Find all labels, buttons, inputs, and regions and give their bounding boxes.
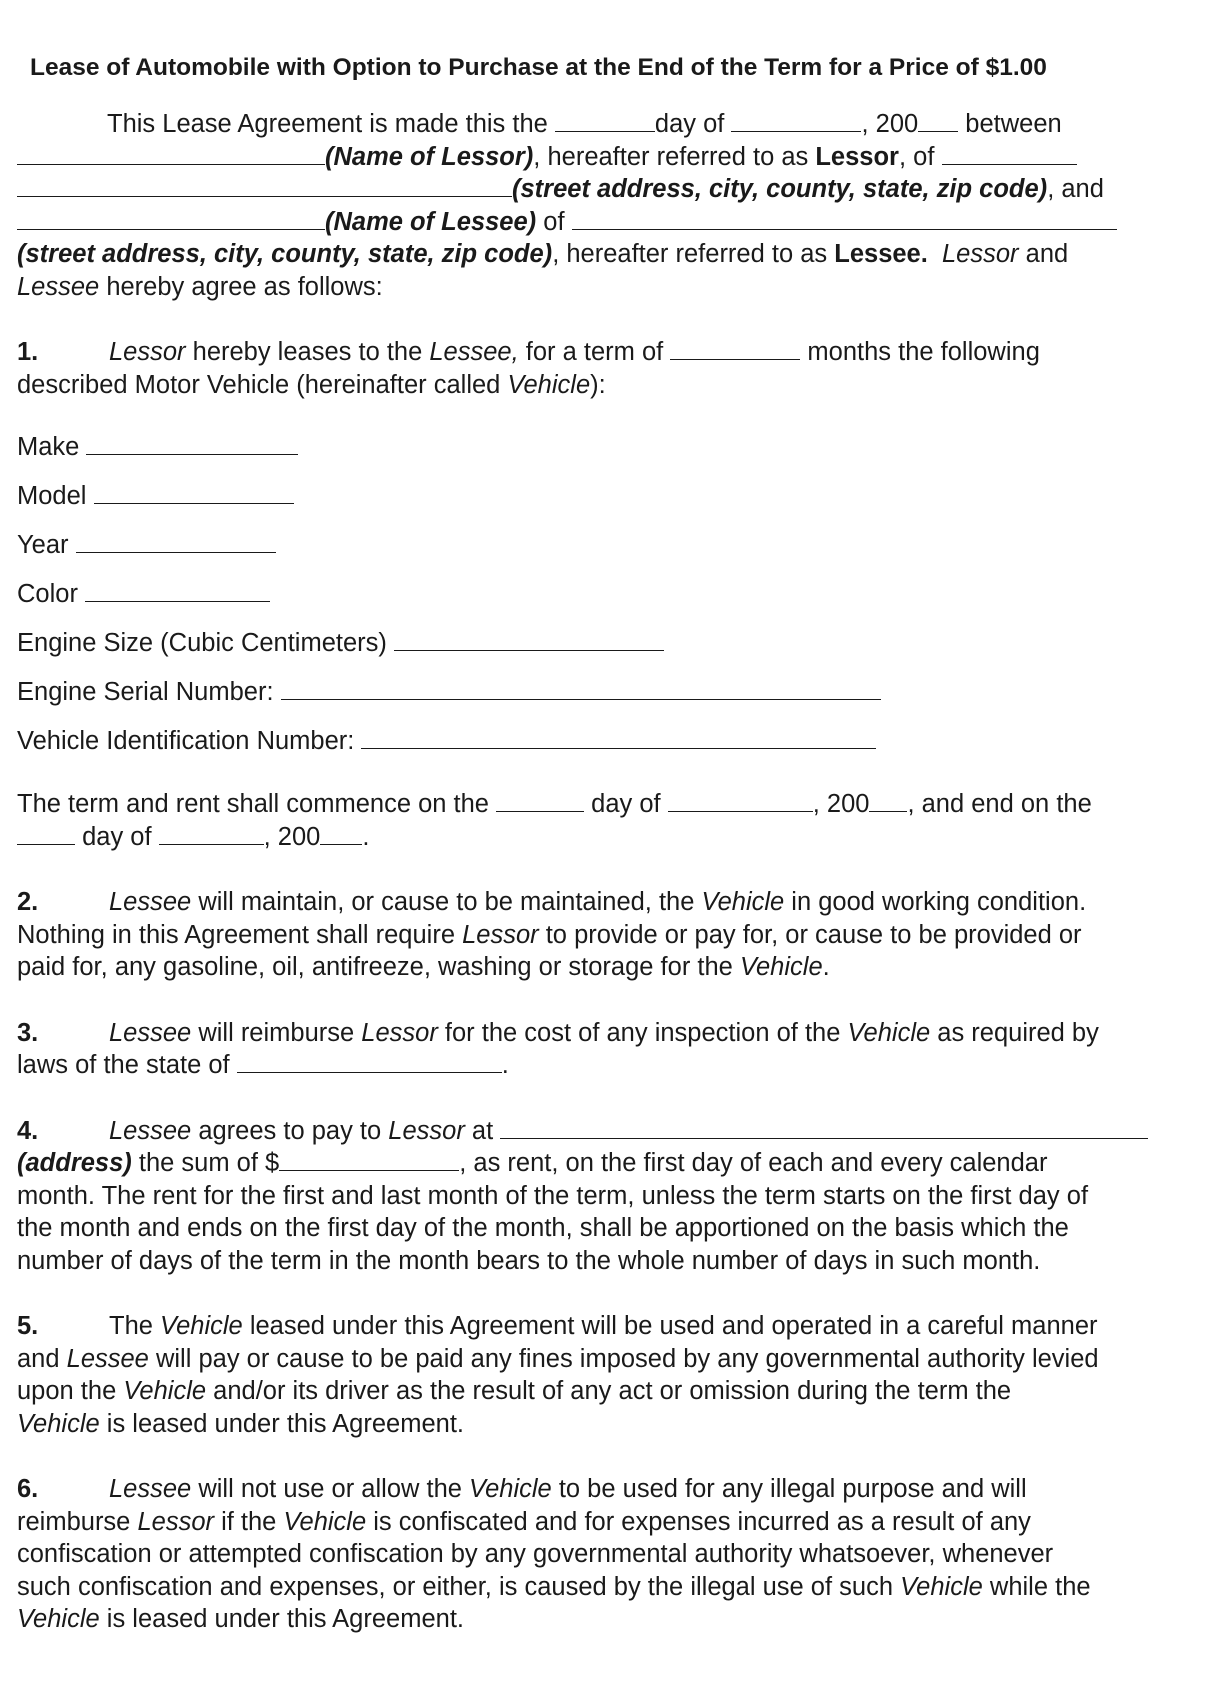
field-vin: Vehicle Identification Number: <box>17 725 1196 774</box>
term-paragraph: The term and rent shall commence on the day of , 200 , and end on the day of , 200 . <box>17 790 1092 851</box>
section-1: 1. Lessor hereby leases to the Lessee, for a term of months the following described Motor Vehicle (hereinafter called Vehicle): <box>17 338 1040 399</box>
section-number: 1. <box>17 338 39 366</box>
blank-end-year[interactable] <box>320 822 362 845</box>
section-number: 6. <box>17 1475 39 1503</box>
color-input[interactable] <box>85 579 270 602</box>
intro-line-1: This Lease Agreement is made this the day of , 200 between <box>107 110 1062 138</box>
blank-lessor-name[interactable] <box>17 142 325 165</box>
blank-lessor-address-1[interactable] <box>942 142 1077 165</box>
blank-start-month[interactable] <box>668 789 813 812</box>
section-number: 2. <box>17 888 39 916</box>
blank-state[interactable] <box>237 1050 502 1073</box>
intro-line-4: (Name of Lessee) of <box>17 206 1196 239</box>
blank-rent-amount[interactable] <box>279 1148 459 1171</box>
make-input[interactable] <box>86 432 298 455</box>
section-5: 5. The Vehicle leased under this Agreement will be used and operated in a careful manner and Lessee will pay or cause to be paid any fines imposed by any governmental authority levied upon the Vehicle and/or its driver as the result of any act or omission during the term the Vehicle is leased under this Agreement. <box>17 1312 1099 1438</box>
engine-serial-input[interactable] <box>281 677 881 700</box>
document-title: Lease of Automobile with Option to Purchase at the End of the Term for a Price of $1.00 <box>30 54 1047 81</box>
blank-day[interactable] <box>555 109 655 132</box>
section-2: 2. Lessee will maintain, or cause to be maintained, the Vehicle in good working condition. Nothing in this Agreement shall require Lessor to provide or pay for, or cause to be provided or paid for, any gasoline, oil, antifreeze, washing or storage for the Vehicle. <box>17 888 1087 981</box>
intro-paragraph <box>17 108 1196 303</box>
section-6: 6. Lessee will not use or allow the Vehicle to be used for any illegal purpose and will reimburse Lessor if the Vehicle is confiscated and for expenses incurred as a result of any confiscation or attempted confiscation by any governmental authority whatsoever, whenever such confiscation and expenses, or either, is caused by the illegal use of such Vehicle while the Vehicle is leased under this Agreement. <box>17 1475 1091 1633</box>
blank-term-months[interactable] <box>670 337 800 360</box>
vehicle-fields <box>17 431 1196 774</box>
field-color: Color <box>17 578 1196 627</box>
intro-line-6: Lessee hereby agree as follows: <box>17 272 383 301</box>
intro-line-2: (Name of Lessor), hereafter referred to as Lessor, of <box>17 141 1196 174</box>
field-year: Year <box>17 529 1196 578</box>
blank-lessor-address-2[interactable] <box>17 174 512 197</box>
section-4: 4. Lessee agrees to pay to Lessor at (address) the sum of $ , as rent, on the first day of each and every calendar month. The rent for the first and last month of the term, unless the term starts on the first day of the month and ends on the first day of the month, shall be apportioned on the basis which the number of days of the term in the month bears to the whole number of days in such month. <box>17 1115 1196 1278</box>
intro-line-3: (street address, city, county, state, zip code), and <box>17 173 1196 206</box>
field-engine-size: Engine Size (Cubic Centimeters) <box>17 627 1196 676</box>
intro-line-5: (street address, city, county, state, zip code), hereafter referred to as Lessee. Lessor and <box>17 240 1069 268</box>
field-make: Make <box>17 431 1196 480</box>
blank-end-day[interactable] <box>17 822 75 845</box>
field-model: Model <box>17 480 1196 529</box>
vin-input[interactable] <box>361 726 876 749</box>
section-number: 5. <box>17 1312 39 1340</box>
blank-lessee-address-1[interactable] <box>572 207 1117 230</box>
year-input[interactable] <box>76 530 276 553</box>
blank-lessee-name[interactable] <box>17 207 325 230</box>
blank-end-month[interactable] <box>159 822 264 845</box>
field-engine-serial: Engine Serial Number: <box>17 676 1196 725</box>
blank-start-year[interactable] <box>869 789 907 812</box>
blank-payment-address[interactable] <box>500 1116 1148 1139</box>
section-3: 3. Lessee will reimburse Lessor for the cost of any inspection of the Vehicle as required by laws of the state of . <box>17 1018 1099 1079</box>
blank-year[interactable] <box>918 109 958 132</box>
section-number: 4. <box>17 1116 39 1145</box>
model-input[interactable] <box>94 481 294 504</box>
engine-size-input[interactable] <box>394 628 664 651</box>
blank-start-day[interactable] <box>496 789 584 812</box>
blank-month[interactable] <box>731 109 861 132</box>
section-number: 3. <box>17 1018 39 1047</box>
